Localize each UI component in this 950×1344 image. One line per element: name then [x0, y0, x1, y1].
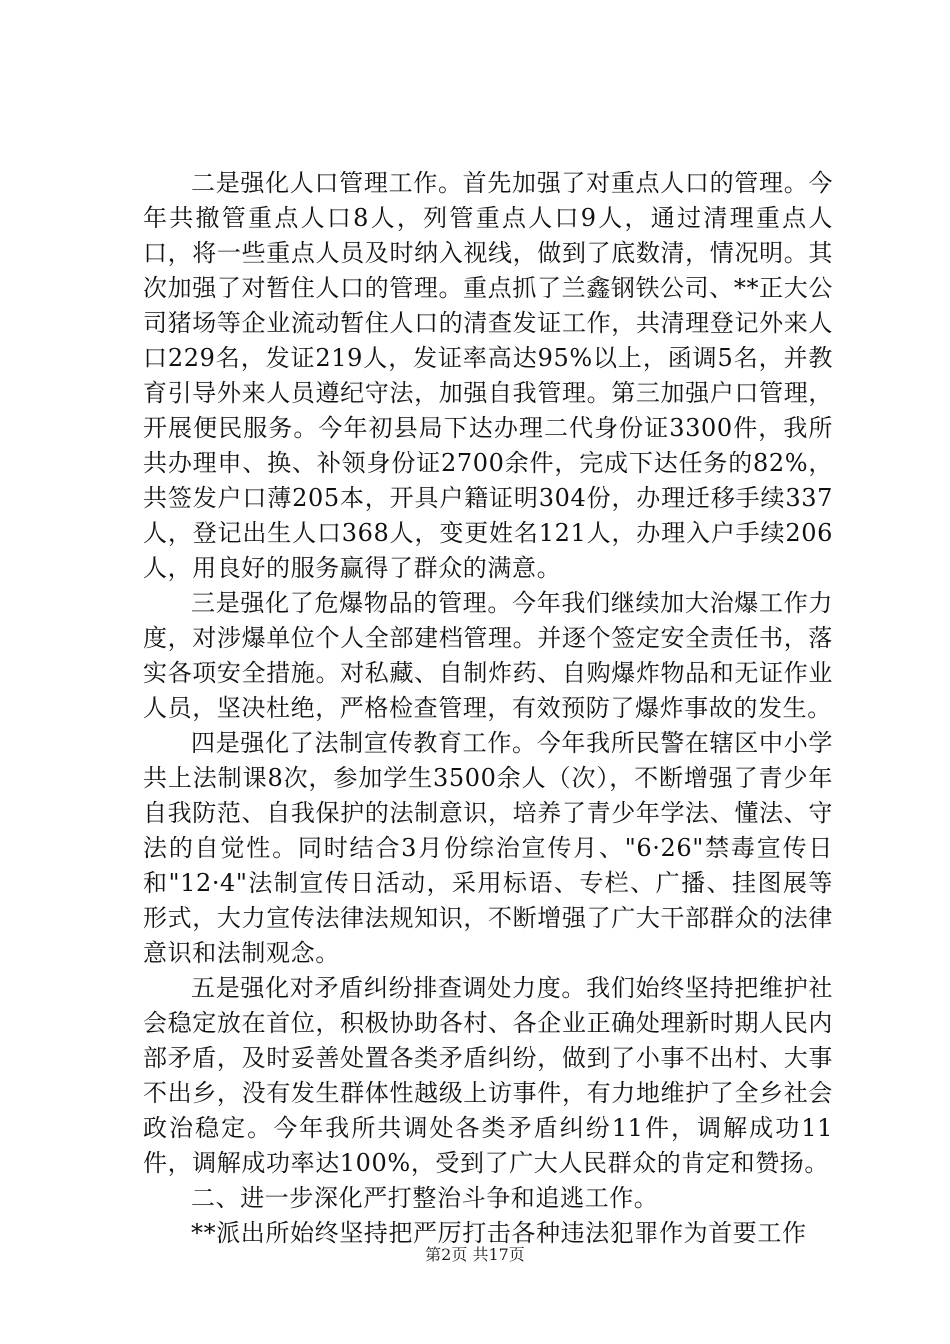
document-body	[143, 166, 833, 1251]
paragraph-population-management: 二是强化人口管理工作。首先加强了对重点人口的管理。今年共撤管重点人口8人，列管重点人口9人，通过清理重点人口，将一些重点人员及时纳入视线，做到了底数清，情况明。其次加强了对暂住人口的管理。重点抓了兰鑫钢铁公司、**正大公司猪场等企业流动暂住人口的清查发证工作，共清理登记外来人口229名，发证219人，发证率高达95%以上，函调5名，并教育引导外来人员遵纪守法，加强自我管理。第三加强户口管理，开展便民服务。今年初县局下达办理二代身份证3300件，我所共办理申、换、补领身份证2700余件，完成下达任务的82%，共签发户口薄205本，开具户籍证明304份，办理迁移手续337人，登记出生人口368人，变更姓名121人，办理入户手续206人，用良好的服务赢得了群众的满意。	[143, 169, 833, 582]
page-footer: 第2页 共17页	[425, 1245, 525, 1264]
paragraph-crackdown-intro: **派出所始终坚持把严厉打击各种违法犯罪作为首要工作	[191, 1219, 807, 1247]
paragraph-hazardous-materials: 三是强化了危爆物品的管理。今年我们继续加大治爆工作力度，对涉爆单位个人全部建档管理。并逐个签定安全责任书，落实各项安全措施。对私藏、自制炸药、自购爆炸物品和无证作业人员，坚决杜绝，严格检查管理，有效预防了爆炸事故的发生。	[143, 589, 833, 722]
section-heading-crackdown: 二、进一步深化严打整治斗争和追逃工作。	[191, 1184, 659, 1212]
paragraph-dispute-mediation: 五是强化对矛盾纠纷排查调处力度。我们始终坚持把维护社会稳定放在首位，积极协助各村、各企业正确处理新时期人民内部矛盾，及时妥善处置各类矛盾纠纷，做到了小事不出村、大事不出乡，没有发生群体性越级上访事件，有力地维护了全乡社会政治稳定。今年我所共调处各类矛盾纠纷11件，调解成功11件，调解成功率达100%，受到了广大人民群众的肯定和赞扬。	[143, 974, 833, 1177]
paragraph-legal-education: 四是强化了法制宣传教育工作。今年我所民警在辖区中小学共上法制课8次，参加学生3500余人（次），不断增强了青少年自我防范、自我保护的法制意识，培养了青少年学法、懂法、守法的自觉性。同时结合3月份综治宣传月、"6·26"禁毒宣传日和"12·4"法制宣传日活动，采用标语、专栏、广播、挂图展等形式，大力宣传法律法规知识，不断增强了广大干部群众的法律意识和法制观念。	[143, 729, 833, 967]
